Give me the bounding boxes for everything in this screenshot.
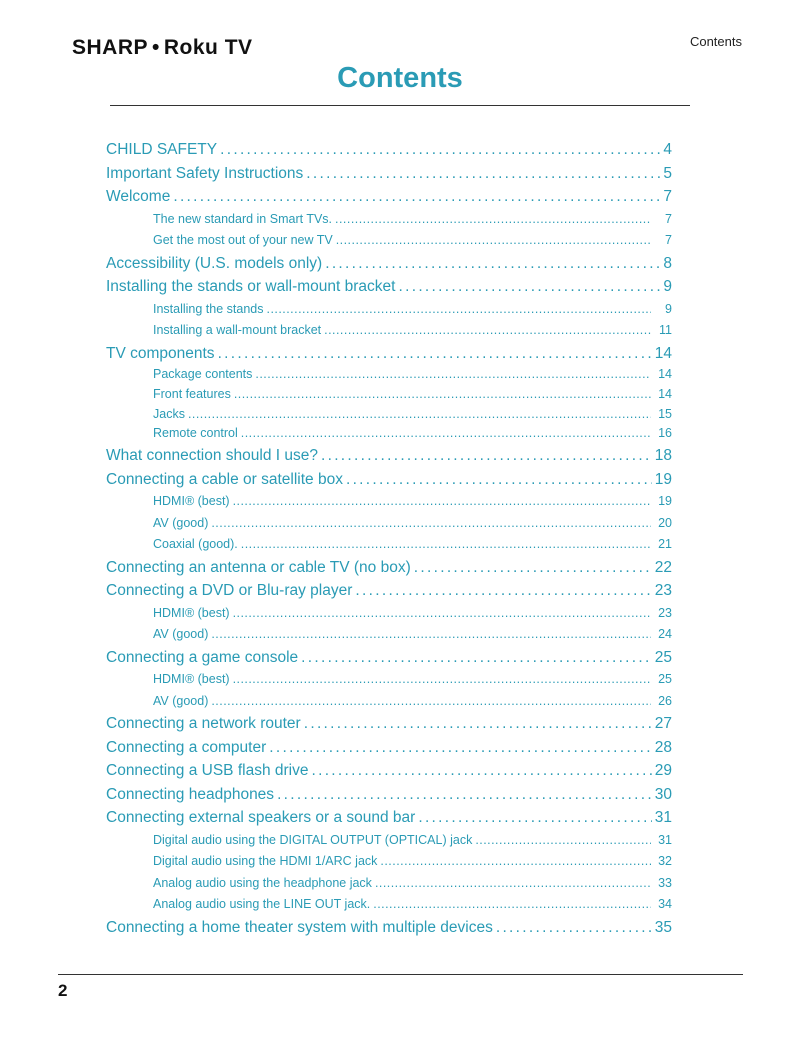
toc-leader-dots	[277, 783, 652, 807]
toc-leader-dots	[496, 916, 652, 940]
toc-entry-title: Connecting a cable or satellite box	[106, 470, 343, 488]
toc-entry-page: 7	[665, 211, 672, 226]
toc-entry-page: 14	[658, 367, 672, 381]
toc-leader-dots	[220, 138, 660, 162]
toc-leader-dots	[301, 646, 652, 670]
page-number: 2	[58, 981, 68, 1000]
toc-entry[interactable]	[106, 162, 672, 186]
toc-entry-page: 33	[658, 875, 672, 890]
toc-leader-dots	[355, 579, 651, 603]
toc-entry-title: The new standard in Smart TVs.	[153, 211, 333, 226]
toc-entry-title: HDMI® (best)	[153, 605, 230, 620]
toc-entry[interactable]	[106, 444, 672, 468]
toc-subentry[interactable]	[106, 405, 672, 425]
toc-subentry[interactable]	[106, 230, 672, 252]
toc-subentry[interactable]	[106, 365, 672, 385]
toc-leader-dots	[414, 556, 652, 580]
toc-subentry[interactable]	[106, 385, 672, 405]
toc-leader-dots	[173, 185, 660, 209]
toc-entry-title: Front features	[153, 386, 231, 401]
toc-subentry[interactable]	[106, 513, 672, 535]
toc-entry[interactable]	[106, 783, 672, 807]
toc-entry-page: 24	[658, 627, 672, 642]
toc-entry-title: HDMI® (best)	[153, 672, 230, 687]
toc-leader-dots	[325, 252, 660, 276]
toc-entry[interactable]	[106, 579, 672, 603]
toc-leader-dots	[335, 209, 651, 231]
footer-divider	[58, 974, 743, 975]
toc-leader-dots	[324, 320, 651, 342]
table-of-contents	[106, 138, 672, 939]
toc-entry-title: Get the most out of your new TV	[153, 233, 333, 247]
toc-entry-title: Installing the stands or wall-mount bracket	[106, 278, 396, 295]
toc-entry-page: 15	[658, 406, 672, 421]
toc-entry-title: CHILD SAFETY	[106, 141, 218, 158]
toc-leader-dots	[188, 405, 651, 425]
toc-subentry[interactable]	[106, 209, 672, 231]
toc-entry[interactable]	[106, 185, 672, 209]
toc-entry-title: Analog audio using the LINE OUT jack.	[153, 897, 371, 912]
toc-entry-title: Connecting a DVD or Blu-ray player	[106, 582, 353, 600]
toc-entry-page: 25	[658, 672, 672, 687]
toc-entry-title: Digital audio using the DIGITAL OUTPUT (OPTICAL) jack	[153, 832, 473, 847]
toc-entry-title: Installing a wall-mount bracket	[153, 323, 322, 337]
toc-entry-page: 19	[654, 470, 672, 488]
toc-entry-page: 5	[663, 164, 672, 182]
toc-subentry[interactable]	[106, 320, 672, 342]
toc-entry[interactable]	[106, 252, 672, 276]
brand-dot: •	[152, 36, 160, 59]
toc-entry-page: 11	[659, 323, 672, 337]
toc-entry-page: 30	[654, 785, 672, 803]
toc-entry-title: What connection should I use?	[106, 447, 318, 465]
toc-entry-page: 31	[654, 809, 672, 827]
toc-entry[interactable]	[106, 712, 672, 736]
toc-entry[interactable]	[106, 556, 672, 580]
toc-subentry[interactable]	[106, 830, 672, 852]
toc-leader-dots	[255, 365, 651, 385]
toc-entry-title: Connecting headphones	[106, 785, 275, 803]
toc-subentry[interactable]	[106, 603, 672, 625]
toc-entry[interactable]	[106, 646, 672, 670]
toc-entry-title: Connecting a USB flash drive	[106, 762, 309, 780]
toc-entry-page: 29	[654, 762, 672, 780]
toc-entry-page: 22	[654, 558, 672, 576]
toc-entry[interactable]	[106, 806, 672, 830]
toc-leader-dots	[398, 275, 660, 299]
toc-leader-dots	[375, 873, 651, 895]
toc-entry-page: 8	[663, 254, 672, 272]
toc-entry-title: Connecting an antenna or cable TV (no box)	[106, 558, 411, 576]
brand-sharp: SHARP	[72, 36, 149, 59]
toc-entry[interactable]	[106, 342, 672, 366]
toc-leader-dots	[241, 534, 651, 556]
toc-entry-page: 26	[658, 693, 672, 708]
toc-entry-title: Connecting a home theater system with multiple devices	[106, 918, 493, 936]
toc-leader-dots	[304, 712, 652, 736]
toc-subentry[interactable]	[106, 299, 672, 321]
toc-entry-page: 25	[654, 648, 672, 666]
toc-entry-page: 14	[654, 344, 672, 362]
toc-entry-title: Coaxial (good).	[153, 537, 238, 552]
toc-leader-dots	[233, 669, 651, 691]
toc-entry[interactable]	[106, 275, 672, 299]
toc-subentry[interactable]	[106, 669, 672, 691]
toc-entry[interactable]	[106, 468, 672, 492]
toc-entry-title: AV (good)	[153, 693, 209, 708]
toc-entry-page: 28	[654, 738, 672, 756]
toc-entry-page: 35	[654, 918, 672, 936]
toc-leader-dots	[321, 444, 652, 468]
toc-leader-dots	[475, 830, 651, 852]
brand-logo	[72, 36, 253, 60]
toc-entry-page: 27	[654, 715, 672, 733]
toc-entry-title: Accessibility (U.S. models only)	[106, 254, 323, 272]
toc-entry-title: Remote control	[153, 426, 238, 441]
toc-leader-dots	[234, 385, 651, 405]
title-divider	[110, 105, 690, 106]
toc-entry-page: 31	[658, 832, 672, 847]
toc-entry-page: 18	[654, 447, 672, 465]
toc-subentry[interactable]	[106, 534, 672, 556]
toc-entry-page: 9	[665, 301, 672, 316]
toc-leader-dots	[269, 736, 651, 760]
toc-entry-title: Analog audio using the headphone jack	[153, 875, 372, 890]
toc-entry-title: AV (good)	[153, 627, 209, 642]
toc-entry-title: HDMI® (best)	[153, 494, 230, 509]
toc-entry-title: Package contents	[153, 367, 253, 381]
toc-entry-title: TV components	[106, 344, 215, 362]
toc-subentry[interactable]	[106, 873, 672, 895]
toc-leader-dots	[306, 162, 660, 186]
toc-subentry[interactable]	[106, 491, 672, 513]
toc-entry-page: 7	[663, 188, 672, 205]
toc-entry-page: 19	[658, 494, 672, 509]
toc-entry-page: 9	[663, 278, 672, 295]
toc-subentry[interactable]	[106, 894, 672, 916]
toc-entry-page: 16	[658, 426, 672, 441]
toc-entry-title: Connecting a network router	[106, 715, 301, 733]
toc-leader-dots	[211, 624, 651, 646]
toc-entry[interactable]	[106, 916, 672, 940]
toc-leader-dots	[336, 230, 651, 252]
toc-subentry[interactable]	[106, 851, 672, 873]
toc-subentry[interactable]	[106, 691, 672, 713]
toc-leader-dots	[267, 299, 652, 321]
toc-leader-dots	[373, 894, 651, 916]
toc-entry-page: 7	[665, 233, 672, 247]
toc-entry-page: 32	[658, 854, 672, 869]
toc-entry-title: Connecting a computer	[106, 738, 267, 756]
toc-subentry[interactable]	[106, 424, 672, 444]
toc-leader-dots	[241, 424, 651, 444]
toc-entry[interactable]	[106, 138, 672, 162]
toc-entry[interactable]	[106, 759, 672, 783]
toc-entry-title: AV (good)	[153, 515, 209, 530]
toc-entry-page: 4	[663, 141, 672, 158]
toc-entry-page: 20	[658, 515, 672, 530]
toc-leader-dots	[418, 806, 651, 830]
toc-leader-dots	[380, 851, 651, 873]
running-header: Contents	[689, 34, 742, 49]
toc-leader-dots	[233, 603, 651, 625]
toc-entry-title: Connecting external speakers or a sound bar	[106, 809, 416, 827]
toc-entry-title: Connecting a game console	[106, 648, 299, 666]
toc-entry-page: 14	[658, 386, 672, 401]
toc-entry-page: 21	[658, 537, 672, 552]
toc-subentry[interactable]	[106, 624, 672, 646]
toc-leader-dots	[211, 513, 651, 535]
toc-entry-page: 23	[658, 605, 672, 620]
toc-entry-title: Jacks	[153, 406, 185, 421]
toc-entry-title: Welcome	[106, 188, 171, 205]
toc-entry[interactable]	[106, 736, 672, 760]
toc-leader-dots	[233, 491, 651, 513]
toc-leader-dots	[218, 342, 652, 366]
brand-roku-tv: Roku TV	[163, 36, 253, 59]
toc-leader-dots	[211, 691, 651, 713]
toc-entry-page: 23	[654, 582, 672, 600]
toc-entry-title: Important Safety Instructions	[106, 164, 304, 182]
toc-leader-dots	[346, 468, 652, 492]
toc-entry-title: Digital audio using the HDMI 1/ARC jack	[153, 854, 378, 869]
toc-entry-title: Installing the stands	[153, 301, 264, 316]
page-title: Contents	[337, 62, 463, 94]
toc-entry-page: 34	[658, 897, 672, 912]
toc-leader-dots	[311, 759, 651, 783]
